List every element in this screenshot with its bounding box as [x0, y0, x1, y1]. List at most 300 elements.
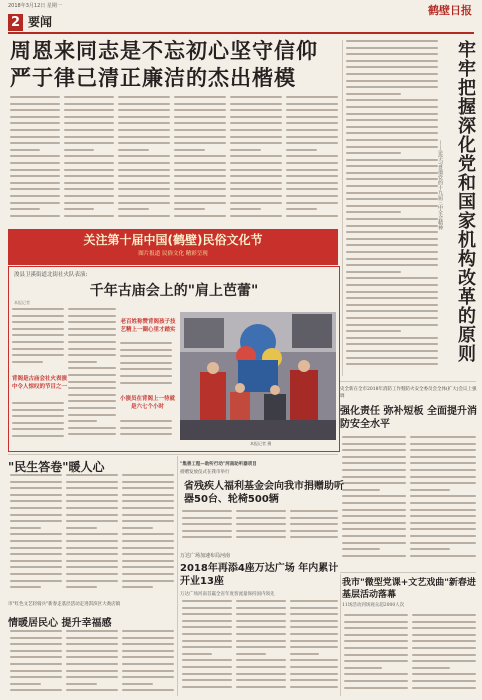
text-line — [10, 520, 62, 522]
text-line — [290, 673, 338, 675]
text-line — [64, 195, 114, 197]
text-line — [412, 621, 476, 623]
commentary-text-col — [346, 40, 438, 376]
text-line — [122, 689, 174, 691]
text-line — [182, 653, 212, 655]
text-line — [286, 202, 338, 204]
text-line — [122, 494, 174, 496]
text-line — [64, 162, 114, 164]
text-line — [230, 195, 282, 197]
minsheng-col-1 — [10, 474, 62, 596]
text-line — [66, 670, 118, 672]
text-line — [236, 640, 286, 642]
text-line — [182, 626, 232, 628]
text-line — [344, 673, 408, 675]
text-line — [118, 208, 149, 210]
text-line — [174, 142, 226, 144]
text-line — [66, 656, 118, 658]
text-line — [174, 129, 226, 131]
text-line — [68, 341, 116, 343]
text-line — [68, 361, 97, 363]
text-line — [118, 215, 170, 217]
text-line — [122, 630, 174, 632]
text-line — [346, 185, 438, 187]
text-line — [346, 291, 438, 293]
text-line — [118, 136, 170, 138]
text-line — [68, 420, 97, 422]
text-line — [182, 530, 232, 532]
text-line — [68, 400, 116, 402]
text-line — [286, 129, 338, 131]
text-line — [66, 580, 118, 582]
text-line — [120, 349, 172, 351]
text-line — [290, 653, 319, 655]
text-line — [410, 449, 476, 451]
text-line — [346, 40, 438, 42]
text-line — [290, 607, 338, 609]
text-line — [342, 476, 406, 478]
text-line — [342, 482, 406, 484]
wanda-title[interactable]: 2018年再添4座万达广场 年内累计开业13座 — [180, 563, 339, 587]
text-line — [10, 142, 60, 144]
text-line — [10, 136, 60, 138]
text-line — [66, 560, 118, 562]
text-line — [64, 215, 114, 217]
festival-photo-caption: 本报记者 摄 — [250, 441, 272, 446]
text-line — [10, 689, 62, 691]
text-line — [118, 129, 170, 131]
text-line — [230, 155, 282, 157]
text-line — [66, 547, 118, 549]
text-line — [346, 53, 438, 55]
section-title: 要闻 — [28, 15, 53, 29]
text-line — [182, 517, 232, 519]
header-rule — [8, 32, 474, 34]
tourism-col-1 — [10, 630, 62, 696]
text-line — [236, 530, 286, 532]
text-line — [118, 122, 170, 124]
text-line — [118, 188, 170, 190]
lead-article-col-4 — [174, 96, 226, 224]
text-line — [236, 600, 286, 602]
text-line — [10, 202, 60, 204]
text-line — [10, 169, 60, 171]
text-line — [122, 676, 174, 678]
text-line — [286, 182, 338, 184]
text-line — [230, 175, 282, 177]
festival-subhead-2: 老百姓称赞背阁孩子技艺精上一圈心里才踏实 — [120, 319, 176, 333]
wanda-pre-title: 万达广场加速布局河南 — [180, 553, 231, 559]
weidang-subtitle: 11场活动到场观众超2000人次 — [342, 603, 405, 608]
text-line — [346, 106, 438, 108]
text-line — [346, 231, 438, 233]
text-line — [64, 182, 114, 184]
text-line — [122, 650, 174, 652]
text-line — [66, 586, 97, 588]
text-line — [410, 555, 476, 557]
text-line — [174, 136, 226, 138]
text-line — [66, 689, 118, 691]
text-line — [12, 341, 64, 343]
text-line — [68, 427, 116, 429]
text-line — [346, 324, 438, 326]
text-line — [346, 330, 401, 332]
text-line — [120, 433, 172, 435]
text-line — [410, 436, 476, 438]
text-line — [344, 667, 382, 669]
text-line — [10, 547, 62, 549]
text-line — [120, 342, 172, 344]
text-line — [286, 155, 338, 157]
text-line — [346, 113, 438, 115]
text-line — [230, 116, 282, 118]
fire-pre-title: 史全新在全市2018年消防工作暨防火安全委员会全体(扩大)会议上强调 — [340, 387, 477, 399]
text-line — [10, 175, 60, 177]
text-line — [118, 96, 170, 98]
text-line — [64, 136, 114, 138]
text-line — [342, 495, 406, 497]
text-line — [174, 109, 226, 111]
text-line — [12, 321, 64, 323]
commentary-divider — [342, 40, 343, 376]
text-line — [122, 514, 174, 516]
text-line — [10, 195, 60, 197]
text-line — [346, 251, 438, 253]
text-line — [68, 367, 116, 369]
text-line — [68, 407, 116, 409]
text-line — [118, 142, 170, 144]
lead-article-col-1 — [10, 96, 60, 224]
text-line — [10, 96, 60, 98]
text-line — [12, 361, 43, 363]
text-line — [346, 225, 438, 227]
text-line — [410, 489, 450, 491]
text-line — [66, 573, 118, 575]
text-line — [286, 208, 317, 210]
text-line — [290, 626, 338, 628]
text-line — [410, 509, 476, 511]
text-line — [342, 462, 406, 464]
text-line — [346, 93, 401, 95]
text-line — [342, 436, 406, 438]
lead-headline[interactable] — [10, 38, 340, 92]
text-line — [410, 515, 476, 517]
text-line — [182, 666, 232, 668]
text-line — [118, 109, 170, 111]
text-line — [122, 586, 153, 588]
text-line — [344, 627, 408, 629]
text-line — [118, 162, 170, 164]
text-line — [10, 630, 62, 632]
text-line — [286, 169, 338, 171]
text-line — [10, 533, 62, 535]
text-line — [342, 542, 406, 544]
text-line — [66, 514, 118, 516]
text-line — [68, 414, 116, 416]
text-line — [410, 548, 450, 550]
minsheng-title[interactable]: "民生答卷"暖人心 — [8, 460, 105, 474]
text-line — [118, 195, 170, 197]
text-line — [174, 195, 226, 197]
text-line — [346, 271, 401, 273]
weidang-divider — [340, 572, 476, 573]
text-line — [290, 530, 338, 532]
text-line — [120, 355, 172, 357]
text-line — [290, 640, 338, 642]
text-line — [230, 215, 282, 217]
text-line — [346, 238, 438, 240]
text-line — [10, 474, 62, 476]
text-line — [410, 469, 476, 471]
wanda-col-3 — [290, 600, 338, 696]
text-line — [236, 536, 286, 538]
minsheng-col-2 — [66, 474, 118, 596]
text-line — [66, 533, 118, 535]
text-line — [346, 317, 438, 319]
text-line — [286, 96, 338, 98]
text-line — [342, 515, 406, 517]
text-line — [412, 634, 476, 636]
text-line — [10, 494, 62, 496]
text-line — [68, 374, 116, 376]
text-line — [230, 182, 282, 184]
text-line — [236, 673, 286, 675]
text-line — [120, 420, 172, 422]
text-line — [290, 536, 338, 538]
tourism-title[interactable]: 情暖居民心 提升幸福感 — [8, 618, 112, 629]
text-line — [12, 348, 64, 350]
text-line — [122, 553, 174, 555]
text-line — [230, 122, 282, 124]
lead-headline-line2: 严于律己清正廉洁的杰出楷模 — [10, 66, 296, 90]
text-line — [344, 634, 408, 636]
edition-date: 2018年3月12日 星期一 — [8, 3, 62, 9]
text-line — [10, 663, 62, 665]
text-line — [174, 155, 226, 157]
text-line — [410, 476, 476, 478]
text-line — [346, 165, 438, 167]
text-line — [290, 613, 338, 615]
text-line — [10, 643, 62, 645]
text-line — [286, 188, 338, 190]
text-line — [118, 169, 170, 171]
text-line — [286, 122, 338, 124]
text-line — [230, 96, 282, 98]
commentary-subtitle: ——论学习贯彻党的十九届三中全会精神 — [437, 140, 443, 230]
text-line — [346, 264, 438, 266]
text-line — [346, 73, 438, 75]
text-line — [346, 99, 438, 101]
text-line — [118, 103, 170, 105]
text-line — [68, 334, 116, 336]
text-line — [66, 520, 118, 522]
festival-col-1b — [12, 402, 64, 446]
text-line — [68, 348, 116, 350]
text-line — [346, 119, 438, 121]
text-line — [10, 580, 62, 582]
text-line — [10, 155, 60, 157]
festival-photo — [180, 312, 336, 440]
text-line — [346, 146, 438, 148]
text-line — [122, 527, 153, 529]
text-line — [342, 522, 406, 524]
text-line — [10, 560, 62, 562]
weidang-title[interactable]: 我市"微型党课+文艺戏曲"新春进基层活动落幕 — [342, 578, 476, 600]
text-line — [10, 650, 62, 652]
hearing-title[interactable]: 省残疾人福利基金会向我市捐赠助听器50台、轮椅500辆 — [184, 481, 344, 505]
text-line — [66, 676, 118, 678]
text-line — [64, 103, 114, 105]
text-line — [66, 663, 118, 665]
text-line — [182, 673, 232, 675]
text-line — [342, 548, 380, 550]
text-line — [64, 129, 114, 131]
text-line — [64, 122, 114, 124]
text-line — [410, 456, 476, 458]
text-line — [346, 139, 438, 141]
text-line — [66, 527, 97, 529]
text-line — [10, 507, 62, 509]
text-line — [344, 647, 408, 649]
text-line — [66, 553, 118, 555]
text-line — [10, 208, 40, 210]
text-line — [236, 517, 286, 519]
text-line — [344, 621, 408, 623]
text-line — [10, 500, 62, 502]
text-line — [122, 656, 174, 658]
text-line — [412, 614, 476, 616]
text-line — [346, 192, 438, 194]
text-line — [410, 522, 476, 524]
fire-divider — [340, 381, 476, 382]
text-line — [64, 169, 114, 171]
text-line — [10, 149, 40, 151]
text-line — [10, 670, 62, 672]
text-line — [346, 152, 401, 154]
text-line — [346, 60, 438, 62]
fire-title[interactable]: 强化责任 弥补短板 全面提升消防安全水平 — [340, 406, 477, 430]
text-line — [290, 510, 338, 512]
text-line — [230, 162, 282, 164]
text-line — [174, 202, 226, 204]
text-line — [286, 149, 317, 151]
text-line — [68, 308, 116, 310]
text-line — [10, 182, 60, 184]
text-line — [12, 315, 64, 317]
text-line — [12, 422, 64, 424]
hearing-col-2 — [236, 510, 286, 548]
middle-divider — [177, 456, 178, 696]
text-line — [10, 637, 62, 639]
text-line — [182, 510, 232, 512]
text-line — [182, 659, 232, 661]
text-line — [66, 637, 118, 639]
text-line — [66, 650, 118, 652]
text-line — [410, 528, 476, 530]
text-line — [66, 474, 118, 476]
weidang-col-2 — [412, 614, 476, 696]
text-line — [10, 129, 60, 131]
text-line — [412, 654, 476, 656]
text-line — [174, 103, 226, 105]
text-line — [236, 510, 286, 512]
text-line — [286, 116, 338, 118]
text-line — [66, 487, 118, 489]
text-line — [290, 679, 338, 681]
text-line — [346, 80, 438, 82]
text-line — [346, 337, 438, 339]
text-line — [174, 215, 226, 217]
text-line — [236, 666, 286, 668]
text-line — [10, 162, 60, 164]
text-line — [346, 277, 438, 279]
text-line — [290, 646, 338, 648]
text-line — [346, 244, 438, 246]
text-line — [10, 683, 41, 685]
text-line — [182, 600, 232, 602]
text-line — [64, 116, 114, 118]
text-line — [122, 507, 174, 509]
text-line — [66, 494, 118, 496]
text-line — [286, 215, 338, 217]
text-line — [122, 474, 174, 476]
text-line — [290, 620, 338, 622]
wanda-subtitle: 万达广场河南首赢全省年度客流量保持国内领先 — [180, 592, 275, 597]
text-line — [122, 580, 174, 582]
text-line — [290, 666, 338, 668]
text-line — [290, 633, 338, 635]
hearing-col-1 — [182, 510, 232, 548]
text-line — [66, 630, 118, 632]
text-line — [346, 66, 438, 68]
festival-col-2 — [68, 308, 116, 446]
festival-col-1 — [12, 308, 64, 372]
text-line — [342, 456, 406, 458]
text-line — [122, 540, 174, 542]
text-line — [230, 109, 282, 111]
text-line — [122, 520, 174, 522]
commentary-title[interactable]: 牢牢把握深化党和国家机构改革的原则 — [455, 40, 476, 363]
text-line — [342, 528, 406, 530]
text-line — [286, 103, 338, 105]
hearing-col-3 — [290, 510, 338, 548]
text-line — [286, 142, 338, 144]
text-line — [174, 122, 226, 124]
text-line — [236, 626, 286, 628]
text-line — [10, 553, 62, 555]
text-line — [344, 680, 408, 682]
text-line — [346, 284, 438, 286]
text-line — [12, 328, 64, 330]
text-line — [10, 481, 62, 483]
text-line — [410, 443, 476, 445]
text-line — [412, 647, 476, 649]
text-line — [10, 586, 41, 588]
text-line — [346, 47, 438, 49]
text-line — [66, 481, 118, 483]
text-line — [182, 640, 232, 642]
text-line — [64, 155, 114, 157]
text-line — [342, 509, 406, 511]
text-line — [10, 573, 62, 575]
text-line — [68, 394, 116, 396]
text-line — [122, 533, 174, 535]
text-line — [346, 126, 438, 128]
festival-title[interactable]: 千年古庙会上的"肩上芭蕾" — [89, 283, 259, 299]
text-line — [290, 659, 338, 661]
text-line — [182, 607, 232, 609]
newspaper-brand: 鹤壁日报 — [428, 4, 472, 17]
